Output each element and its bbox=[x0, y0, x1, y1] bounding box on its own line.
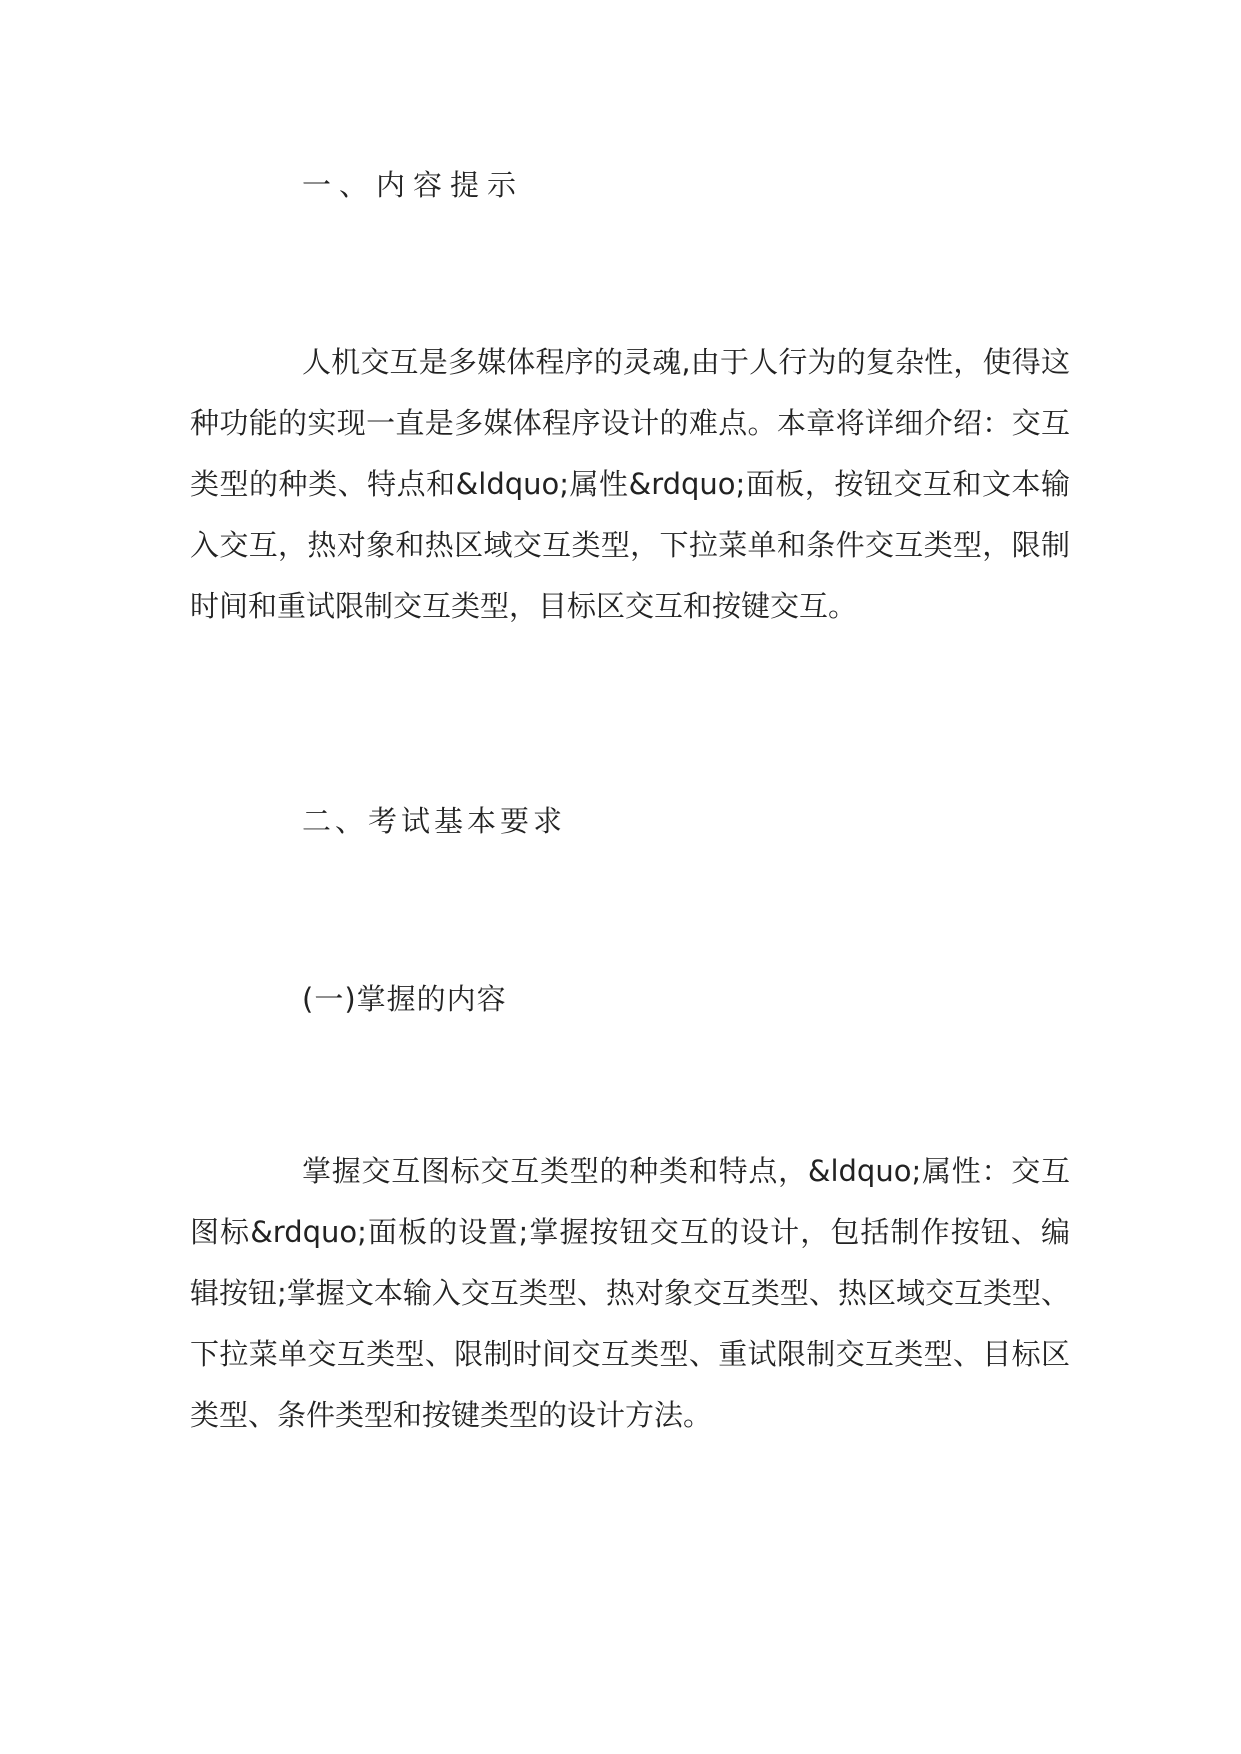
subsection-heading-mastery: (一)掌握的内容 bbox=[302, 982, 507, 1016]
intro-paragraph: 人机交互是多媒体程序的灵魂,由于人行为的复杂性，使得这种功能的实现一直是多媒体程序设计的难点。本章将详细介绍：交互类型的种类、特点和&ldquo;属性&rdquo;面板，按钮交互和文本输入交互，热对象和热区域交互类型，下拉菜单和条件交互类型，限制时间和重试限制交互类型，目标区交互和按键交互。 bbox=[190, 345, 1070, 623]
mastery-paragraph: 掌握交互图标交互类型的种类和特点，&ldquo;属性：交互图标&rdquo;面板的设置;掌握按钮交互的设计，包括制作按钮、编辑按钮;掌握文本输入交互类型、热对象交互类型、热区域交互类型、下拉菜单交互类型、限制时间交互类型、重试限制交互类型、目标区类型、条件类型和按键类型的设计方法。 bbox=[190, 1154, 1070, 1432]
section-heading-content-hints: 一、内容提示 bbox=[302, 168, 525, 202]
section-heading-exam-requirements: 二、考试基本要求 bbox=[302, 804, 567, 838]
